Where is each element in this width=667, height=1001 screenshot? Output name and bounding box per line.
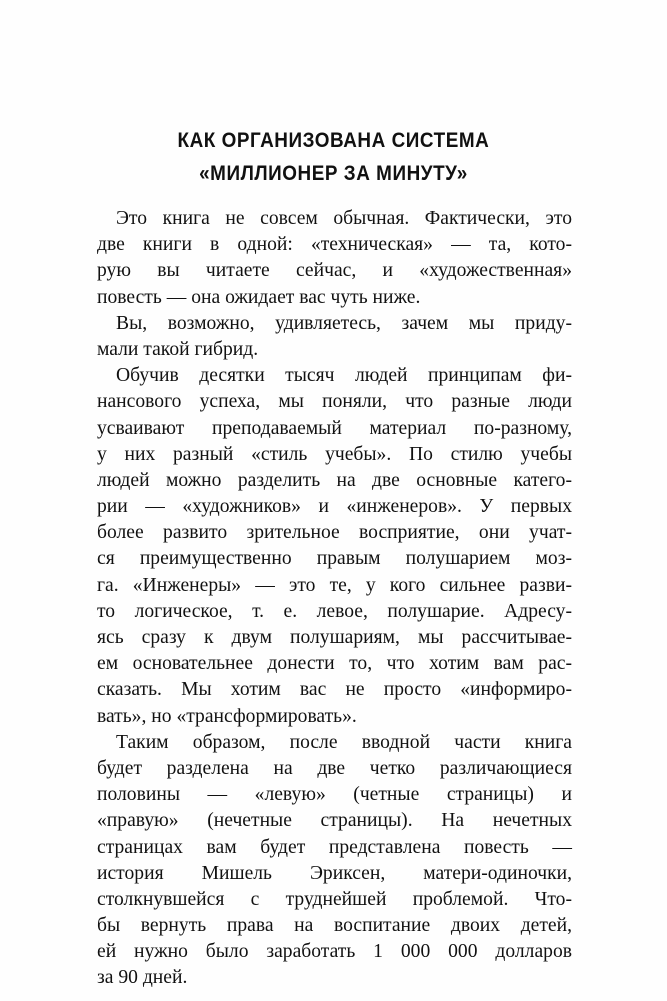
text-line: Вы, возможно, удивляетесь, зачем мы приду-	[116, 312, 572, 334]
text-line: половины — «левую» (четные страницы) и	[97, 784, 572, 806]
text-line: вать», но «трансформировать».	[97, 705, 357, 727]
text-line: Обучив десятки тысяч людей принципам фи-	[116, 365, 572, 387]
text-line: будет разделена на две четко различающиеся	[97, 757, 572, 779]
chapter-heading	[33, 124, 633, 190]
text-line: рую вы читаете сейчас, и «художественная»	[97, 260, 572, 282]
text-line: ей нужно было заработать 1 000 000 долларов	[97, 941, 572, 963]
text-line: история Мишель Эриксен, матери-одиночки,	[97, 862, 572, 884]
paragraph	[97, 730, 572, 992]
text-line: га. «Инженеры» — это те, у кого сильнее разви-	[97, 574, 572, 596]
text-line: людей можно разделить на две основные катего-	[97, 469, 572, 491]
paragraph	[97, 363, 572, 730]
body-text	[97, 206, 572, 992]
text-line: усваивают преподаваемый материал по-разному,	[97, 417, 572, 439]
text-line: нансового успеха, мы поняли, что разные люди	[97, 391, 572, 413]
text-line: то логическое, т. е. левое, полушарие. Адресу-	[97, 600, 572, 622]
text-line: Это книга не совсем обычная. Фактически, это	[116, 208, 572, 229]
text-line: более развито зрительное восприятие, они учат-	[97, 522, 572, 544]
text-line: ясь сразу к двум полушариям, мы рассчитывае-	[97, 627, 572, 648]
text-line: две книги в одной: «техническая» — та, кото-	[97, 234, 572, 256]
chapter-heading-line-2: «МИЛЛИОНЕР ЗА МИНУТУ»	[199, 162, 468, 185]
text-line: рии — «художников» и «инженеров». У первых	[97, 496, 572, 518]
text-line: бы вернуть права на воспитание двоих детей,	[97, 915, 572, 937]
paragraph	[97, 311, 572, 363]
text-line: столкнувшейся с труднейшей проблемой. Что-	[97, 888, 572, 910]
paragraph	[97, 206, 572, 311]
text-line: ем основательнее донести то, что хотим вам рас-	[97, 653, 572, 675]
text-line: у них разный «стиль учебы». По стилю учебы	[97, 443, 572, 465]
text-line: за 90 дней.	[97, 967, 188, 989]
text-line: страницах вам будет представлена повесть —	[97, 836, 572, 858]
text-line: ся преимущественно правым полушарием моз-	[97, 548, 572, 570]
text-line: повесть — она ожидает вас чуть ниже.	[97, 286, 421, 308]
text-line: «правую» (нечетные страницы). На нечетных	[97, 810, 572, 832]
chapter-heading-line-1: КАК ОРГАНИЗОВАНА СИСТЕМА	[177, 129, 490, 152]
text-line: мали такой гибрид.	[97, 338, 259, 360]
text-line: сказать. Мы хотим вас не просто «информиро-	[97, 679, 572, 701]
text-line: Таким образом, после вводной части книга	[116, 731, 572, 753]
